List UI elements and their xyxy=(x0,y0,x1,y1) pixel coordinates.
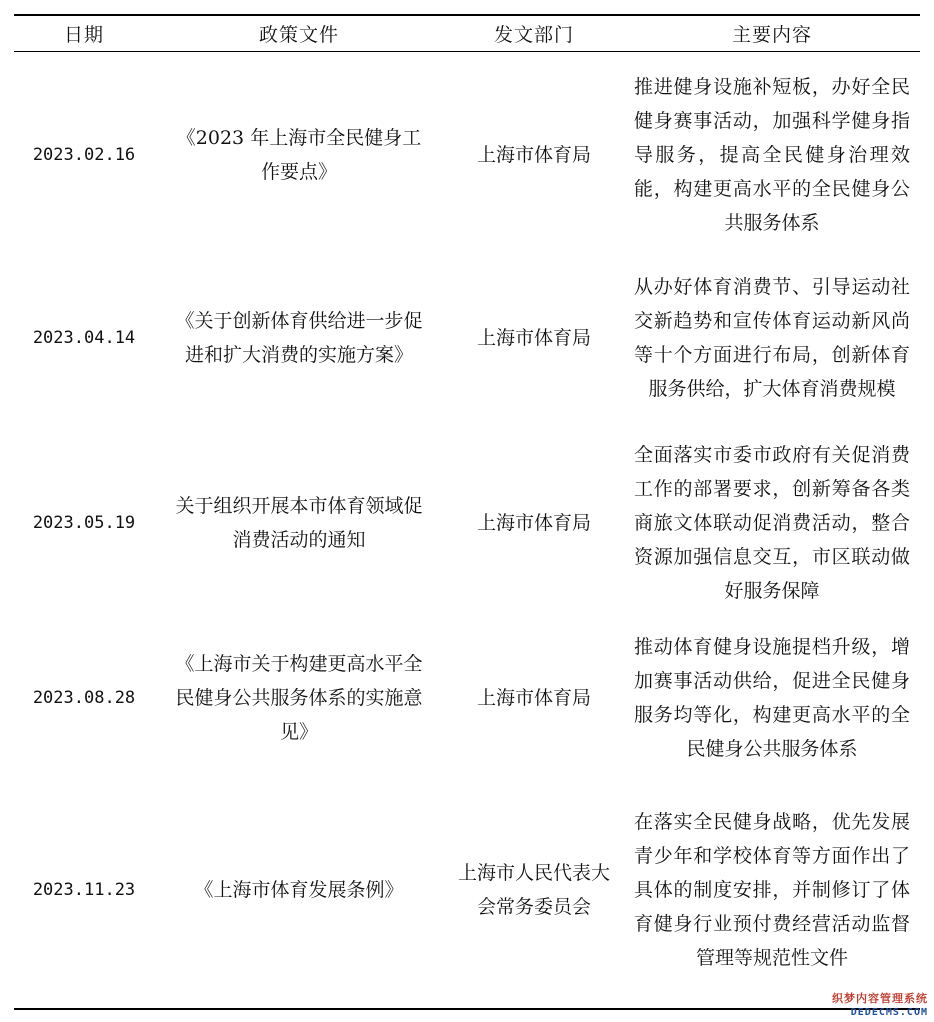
row-policy-title: 关于组织开展本市体育领域促消费活动的通知 xyxy=(175,495,423,551)
table-bottom-rule xyxy=(14,1008,920,1010)
table-row xyxy=(14,784,920,996)
table-row xyxy=(14,436,920,610)
table-row xyxy=(14,252,920,424)
row-department: 上海市体育局 xyxy=(476,327,591,349)
row-content: 推进健身设施补短板，办好全民健身赛事活动，加强科学健身指导服务，提高全民健身治理效能，构建更高水平的全民健身公共服务体系 xyxy=(634,76,910,234)
watermark-line-1: 织梦内容管理系统 xyxy=(832,992,928,1005)
row-date: 2023.08.28 xyxy=(32,688,136,708)
row-department: 上海市体育局 xyxy=(476,687,591,709)
row-date: 2023.04.14 xyxy=(32,328,136,348)
row-content: 全面落实市委市政府有关促消费工作的部署要求，创新筹备各类商旅文体联动促消费活动，整合资源加强信息交互，市区联动做好服务保障 xyxy=(634,444,910,602)
row-department: 上海市体育局 xyxy=(476,144,591,166)
header-issuing-department: 发文部门 xyxy=(493,24,574,46)
header-rule xyxy=(14,51,920,52)
table-row xyxy=(14,66,920,244)
row-date: 2023.11.23 xyxy=(32,880,136,900)
row-department: 上海市人民代表大会常务委员会 xyxy=(457,862,610,918)
row-date: 2023.02.16 xyxy=(32,145,136,165)
row-policy-title: 《上海市关于构建更高水平全民健身公共服务体系的实施意见》 xyxy=(175,653,423,743)
row-date: 2023.05.19 xyxy=(32,513,136,533)
row-department: 上海市体育局 xyxy=(476,512,591,534)
row-policy-title: 《上海市体育发展条例》 xyxy=(194,879,404,901)
row-content: 在落实全民健身战略，优先发展青少年和学校体育等方面作出了具体的制度安排，并制修订了体育健身行业预付费经营活动监督管理等规范性文件 xyxy=(634,811,910,969)
header-main-content: 主要内容 xyxy=(731,24,812,46)
row-content: 推动体育健身设施提档升级，增加赛事活动供给，促进全民健身服务均等化，构建更高水平的全民健身公共服务体系 xyxy=(634,636,910,760)
table-row xyxy=(14,626,920,770)
header-date: 日期 xyxy=(63,24,104,46)
site-watermark xyxy=(832,992,928,1020)
header-policy-document: 政策文件 xyxy=(258,24,339,46)
row-policy-title: 《2023 年上海市全民健身工作要点》 xyxy=(176,127,422,183)
watermark-line-2: DEDECMS.COM xyxy=(850,1007,928,1018)
row-policy-title: 《关于创新体育供给进一步促进和扩大消费的实施方案》 xyxy=(175,310,423,366)
row-content: 从办好体育消费节、引导运动社交新趋势和宣传体育运动新风尚等十个方面进行布局，创新体育服务供给，扩大体育消费规模 xyxy=(634,276,910,400)
